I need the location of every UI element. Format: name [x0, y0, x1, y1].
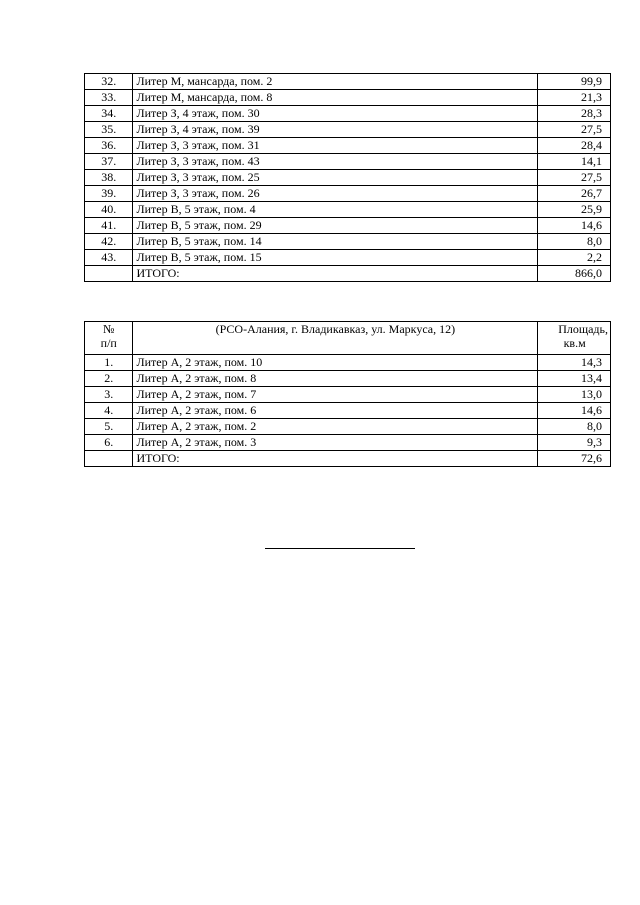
premises-table-2	[84, 321, 611, 467]
row-number: 35.	[85, 122, 133, 138]
table-row	[85, 170, 611, 186]
row-area: 28,4	[538, 138, 611, 154]
total-value: 866,0	[538, 266, 611, 282]
total-label: ИТОГО:	[133, 451, 538, 467]
row-premises: Литер А, 2 этаж, пом. 8	[133, 371, 538, 387]
row-number: 40.	[85, 202, 133, 218]
row-area: 8,0	[538, 419, 611, 435]
table-row	[85, 250, 611, 266]
row-area: 13,4	[538, 371, 611, 387]
total-row	[85, 451, 611, 467]
row-area: 28,3	[538, 106, 611, 122]
row-premises: Литер А, 2 этаж, пом. 7	[133, 387, 538, 403]
header-address: (РСО-Алания, г. Владикавказ, ул. Маркуса, 12)	[133, 322, 538, 355]
row-number: 41.	[85, 218, 133, 234]
table-row	[85, 387, 611, 403]
table-row	[85, 419, 611, 435]
table-row	[85, 122, 611, 138]
row-number: 2.	[85, 371, 133, 387]
row-area: 26,7	[538, 186, 611, 202]
row-area: 13,0	[538, 387, 611, 403]
table-row	[85, 154, 611, 170]
premises-table-2-body	[85, 355, 611, 451]
row-number: 4.	[85, 403, 133, 419]
row-number: 34.	[85, 106, 133, 122]
header-num	[85, 322, 133, 355]
header-num-line2: п/п	[100, 336, 117, 350]
table-row	[85, 403, 611, 419]
header-area	[538, 322, 611, 355]
row-number: 32.	[85, 74, 133, 90]
row-premises: Литер В, 5 этаж, пом. 4	[133, 202, 538, 218]
row-area: 9,3	[538, 435, 611, 451]
row-premises: Литер З, 4 этаж, пом. 30	[133, 106, 538, 122]
row-area: 21,3	[538, 90, 611, 106]
total-label: ИТОГО:	[133, 266, 538, 282]
row-number: 3.	[85, 387, 133, 403]
row-area: 27,5	[538, 122, 611, 138]
row-premises: Литер З, 3 этаж, пом. 25	[133, 170, 538, 186]
row-premises: Литер А, 2 этаж, пом. 2	[133, 419, 538, 435]
row-premises: Литер З, 4 этаж, пом. 39	[133, 122, 538, 138]
table-row	[85, 355, 611, 371]
row-premises: Литер А, 2 этаж, пом. 6	[133, 403, 538, 419]
row-premises: Литер М, мансарда, пом. 2	[133, 74, 538, 90]
total-value: 72,6	[538, 451, 611, 467]
row-area: 27,5	[538, 170, 611, 186]
row-number: 42.	[85, 234, 133, 250]
row-number: 38.	[85, 170, 133, 186]
premises-table-1-body	[85, 74, 611, 266]
total-num-cell	[85, 266, 133, 282]
row-area: 14,6	[538, 403, 611, 419]
row-premises: Литер А, 2 этаж, пом. 10	[133, 355, 538, 371]
table-row	[85, 435, 611, 451]
row-number: 39.	[85, 186, 133, 202]
row-premises: Литер З, 3 этаж, пом. 26	[133, 186, 538, 202]
table-row	[85, 371, 611, 387]
table-row	[85, 138, 611, 154]
row-premises: Литер З, 3 этаж, пом. 31	[133, 138, 538, 154]
header-num-line1: №	[103, 322, 115, 336]
row-area: 25,9	[538, 202, 611, 218]
premises-table-1	[84, 73, 611, 282]
row-premises: Литер В, 5 этаж, пом. 15	[133, 250, 538, 266]
row-area: 14,1	[538, 154, 611, 170]
table-row	[85, 90, 611, 106]
row-area: 99,9	[538, 74, 611, 90]
separator-line	[265, 548, 415, 549]
total-num-cell	[85, 451, 133, 467]
table-row	[85, 106, 611, 122]
header-row	[85, 322, 611, 355]
row-premises: Литер З, 3 этаж, пом. 43	[133, 154, 538, 170]
row-number: 33.	[85, 90, 133, 106]
row-premises: Литер М, мансарда, пом. 8	[133, 90, 538, 106]
row-area: 14,3	[538, 355, 611, 371]
row-number: 36.	[85, 138, 133, 154]
row-number: 43.	[85, 250, 133, 266]
row-area: 14,6	[538, 218, 611, 234]
table-row	[85, 218, 611, 234]
table-row	[85, 186, 611, 202]
row-premises: Литер В, 5 этаж, пом. 29	[133, 218, 538, 234]
row-area: 8,0	[538, 234, 611, 250]
table-row	[85, 74, 611, 90]
row-premises: Литер В, 5 этаж, пом. 14	[133, 234, 538, 250]
table-row	[85, 234, 611, 250]
table-row	[85, 202, 611, 218]
total-row	[85, 266, 611, 282]
row-number: 1.	[85, 355, 133, 371]
header-area-line2: кв.м	[563, 336, 586, 350]
header-area-line1: Площадь,	[558, 322, 608, 336]
row-number: 37.	[85, 154, 133, 170]
row-number: 6.	[85, 435, 133, 451]
row-area: 2,2	[538, 250, 611, 266]
row-premises: Литер А, 2 этаж, пом. 3	[133, 435, 538, 451]
row-number: 5.	[85, 419, 133, 435]
